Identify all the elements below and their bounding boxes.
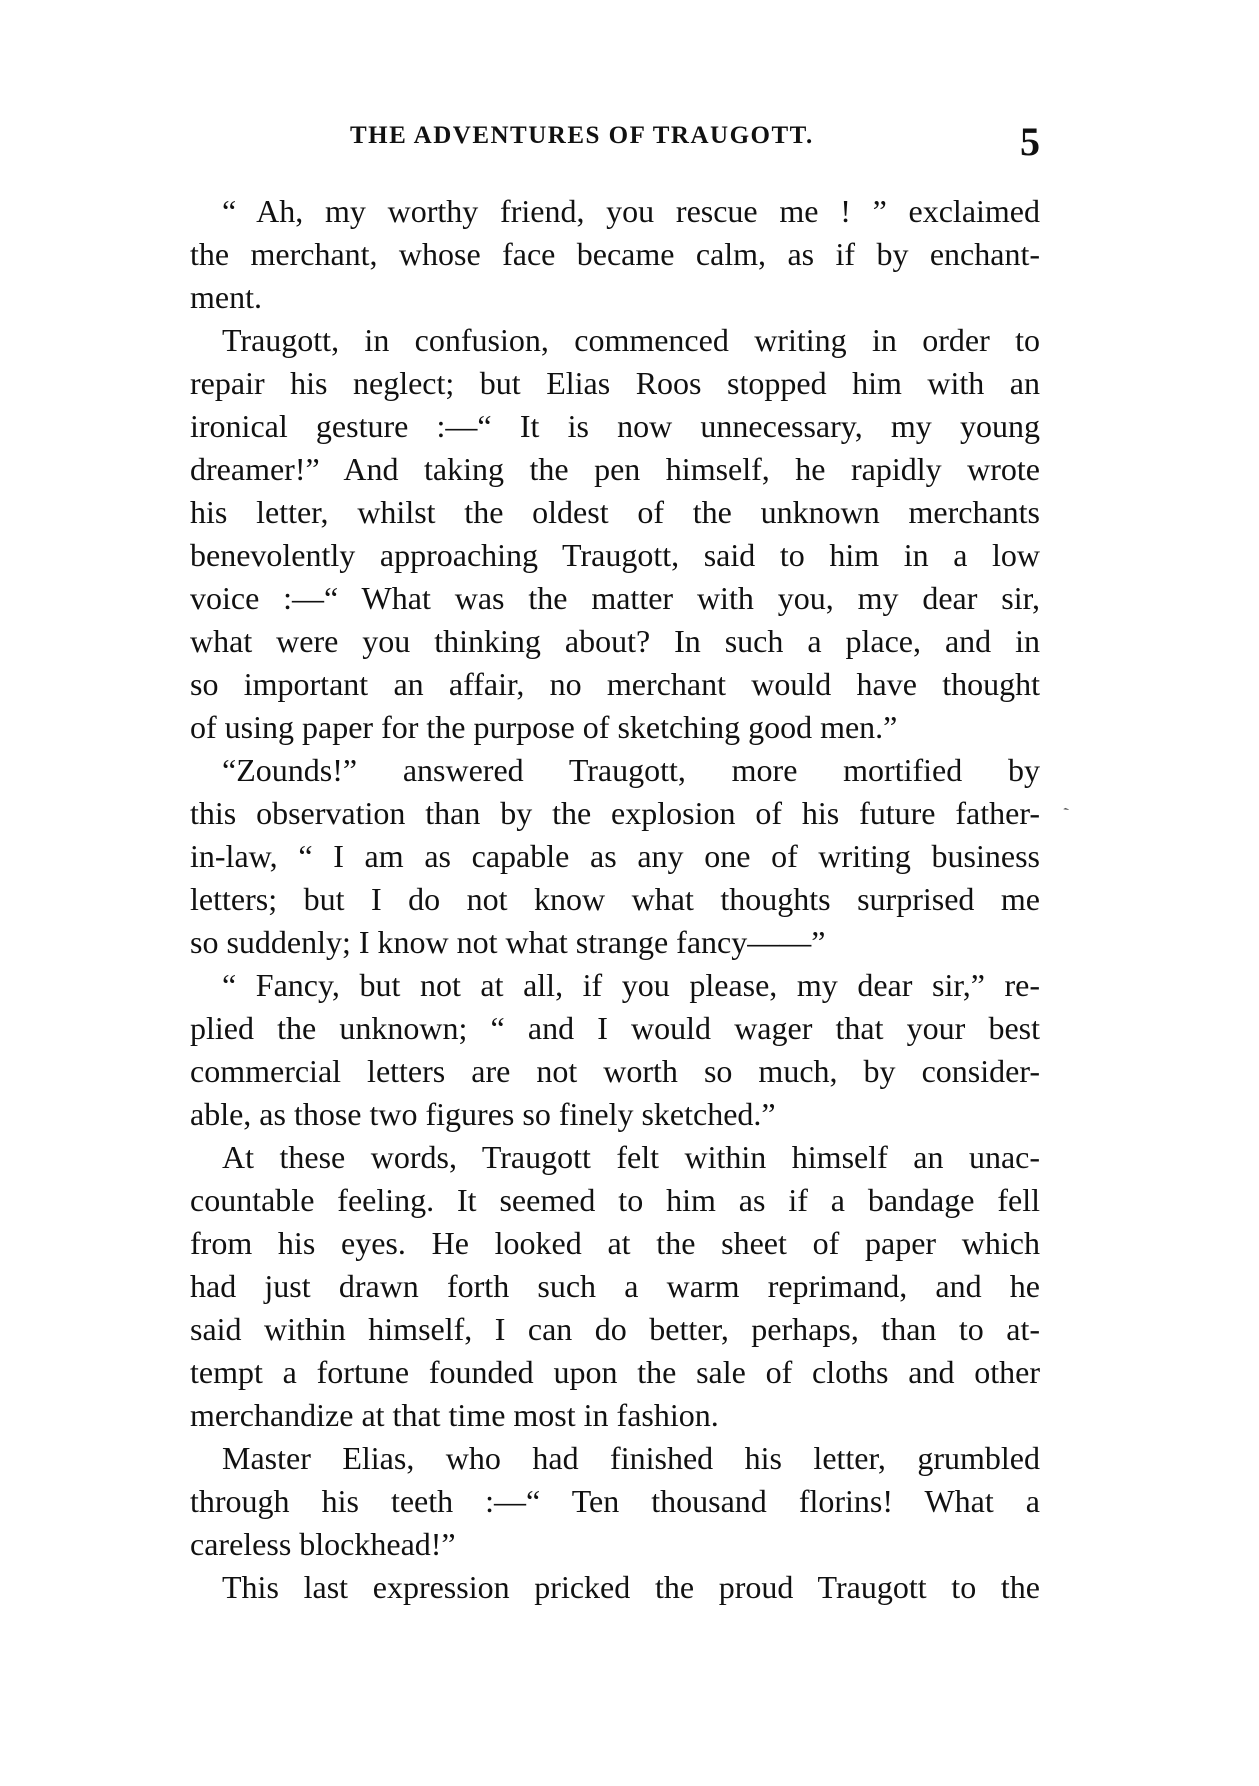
text-line: benevolently approaching Traugott, said to him in a low	[190, 537, 1040, 573]
text-line: “ Ah, my worthy friend, you rescue me ! ” exclaimed	[222, 193, 1040, 229]
text-line: ironical gesture :—“ It is now unnecessary, my young	[190, 408, 1040, 444]
text-line: repair his neglect; but Elias Roos stopped him with an	[190, 365, 1040, 401]
paragraph	[190, 1136, 1040, 1437]
text-line: This last expression pricked the proud Traugott to the	[222, 1569, 1040, 1605]
text-line: tempt a fortune founded upon the sale of cloths and other	[190, 1354, 1040, 1390]
text-line: the merchant, whose face became calm, as if by enchant-	[190, 236, 1040, 272]
text-line: plied the unknown; “ and I would wager that your best	[190, 1010, 1040, 1046]
text-line: of using paper for the purpose of sketching good men.”	[190, 709, 898, 745]
paragraph	[190, 964, 1040, 1136]
paragraph	[190, 1437, 1040, 1566]
margin-speck: `	[1059, 801, 1079, 828]
text-line: able, as those two figures so finely sketched.”	[190, 1096, 776, 1132]
running-title: THE ADVENTURES OF TRAUGOTT.	[350, 122, 814, 149]
text-line: Traugott, in confusion, commenced writing in order to	[222, 322, 1040, 358]
text-line: ment.	[190, 279, 262, 315]
text-line: so important an affair, no merchant would have thought	[190, 666, 1040, 702]
text-line: At these words, Traugott felt within himself an unac-	[222, 1139, 1040, 1175]
text-line: merchandize at that time most in fashion.	[190, 1397, 719, 1433]
text-line: what were you thinking about? In such a place, and in	[190, 623, 1040, 659]
text-line: Master Elias, who had finished his letter, grumbled	[222, 1440, 1040, 1476]
paragraph	[190, 749, 1040, 964]
paragraph	[190, 319, 1040, 749]
text-line: in-law, “ I am as capable as any one of writing business	[190, 838, 1040, 874]
text-line: careless blockhead!”	[190, 1526, 456, 1562]
body-text	[190, 190, 1040, 1609]
text-line: “ Fancy, but not at all, if you please, my dear sir,” re-	[222, 967, 1040, 1003]
text-line: from his eyes. He looked at the sheet of paper which	[190, 1225, 1040, 1261]
text-line: countable feeling. It seemed to him as if a bandage fell	[190, 1182, 1040, 1218]
text-line: had just drawn forth such a warm reprimand, and he	[190, 1268, 1040, 1304]
text-line: dreamer!” And taking the pen himself, he rapidly wrote	[190, 451, 1040, 487]
text-line: so suddenly; I know not what strange fancy——”	[190, 924, 826, 960]
text-line: voice :—“ What was the matter with you, my dear sir,	[190, 580, 1040, 616]
text-line: commercial letters are not worth so much, by consider-	[190, 1053, 1040, 1089]
text-line: this observation than by the explosion of his future father-	[190, 795, 1040, 831]
paragraph	[190, 190, 1040, 319]
paragraph	[190, 1566, 1040, 1609]
page-number: 5	[1020, 119, 1040, 164]
text-line: “Zounds!” answered Traugott, more mortified by	[222, 752, 1040, 788]
text-line: through his teeth :—“ Ten thousand florins! What a	[190, 1483, 1040, 1519]
text-line: said within himself, I can do better, perhaps, than to at-	[190, 1311, 1040, 1347]
running-head	[190, 118, 1040, 168]
text-line: letters; but I do not know what thoughts surprised me	[190, 881, 1040, 917]
text-line: his letter, whilst the oldest of the unknown merchants	[190, 494, 1040, 530]
